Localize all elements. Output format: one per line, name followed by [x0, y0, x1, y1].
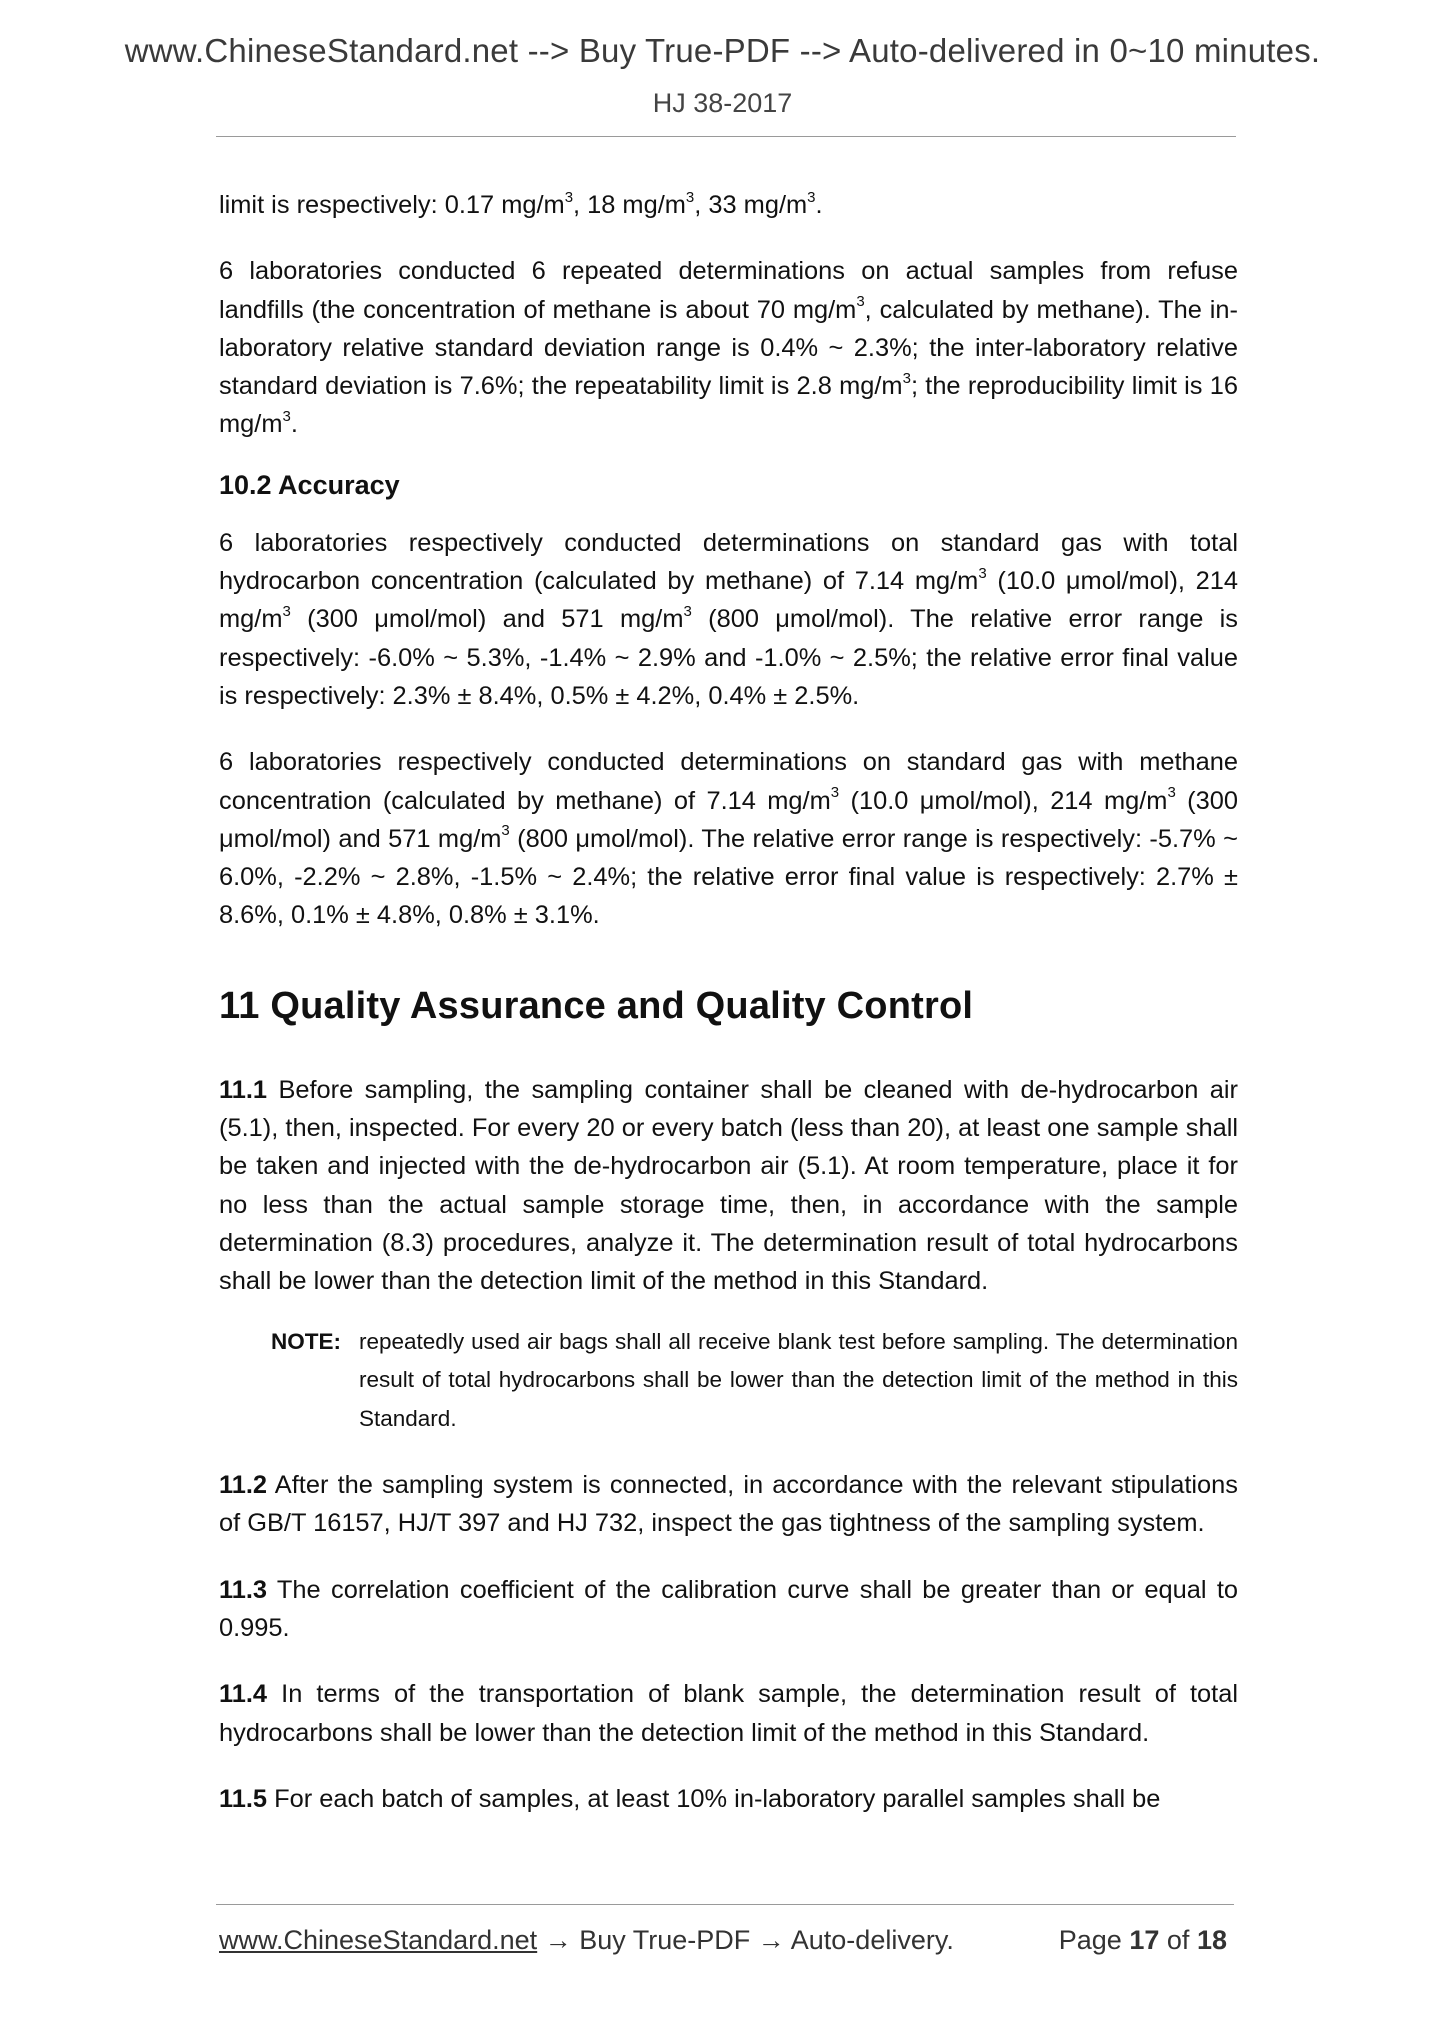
clause-number: 11.2: [219, 1471, 268, 1500]
accuracy-total-hydrocarbon-paragraph: [219, 524, 1238, 715]
superscript: 3: [683, 602, 692, 620]
superscript: 3: [282, 602, 291, 620]
text-run: 6 laboratories respectively conducted determinations on standard gas with methane concentration (calculated by methane) of 7.14 mg/m: [219, 748, 1238, 815]
page-label: Page: [1058, 1925, 1122, 1955]
superscript: 3: [282, 408, 291, 426]
page-indicator: [1059, 1925, 1227, 1956]
footer-site-link[interactable]: www.ChineseStandard.net: [219, 1925, 538, 1955]
clause-number: 11.1: [219, 1075, 268, 1104]
clause-text: After the sampling system is connected, in accordance with the relevant stipulations of GB/T 16157, HJ/T 397 and HJ 732, inspect the gas tightness of the sampling system.: [219, 1471, 1238, 1538]
arrow-right-icon: →: [750, 1925, 791, 1955]
document-body: [219, 186, 1238, 1818]
total-pages: 18: [1196, 1925, 1227, 1955]
text-run: (300 μmol/mol) and 571 mg/m: [219, 786, 1238, 853]
note-block: [271, 1323, 1238, 1439]
clause-text: The correlation coefficient of the calibration curve shall be greater than or equal to 0.995.: [219, 1575, 1238, 1642]
text-run: .: [290, 410, 298, 439]
header-divider: [216, 136, 1236, 137]
superscript: 3: [1167, 784, 1176, 802]
footer-promo: [219, 1925, 954, 1956]
footer-divider: [216, 1904, 1234, 1905]
text-run: (300 μmol/mol) and 571 mg/m: [290, 605, 684, 634]
footer-buy-text: Buy True-PDF: [579, 1925, 751, 1955]
clause-11-3: [219, 1571, 1238, 1648]
section-heading-accuracy: 10.2 Accuracy: [219, 469, 400, 500]
text-run: (10.0 μmol/mol), 214 mg/m: [219, 567, 1238, 634]
text-run: , 18 mg/m: [573, 191, 686, 219]
landfill-precision-paragraph: [219, 252, 1238, 443]
note-label: NOTE:: [271, 1328, 341, 1354]
superscript: 3: [685, 188, 695, 206]
accuracy-methane-paragraph: [219, 743, 1238, 934]
current-page: 17: [1129, 1925, 1160, 1955]
superscript: 3: [564, 188, 574, 206]
superscript: 3: [978, 564, 987, 582]
precision-limit-paragraph: [219, 186, 1238, 224]
superscript: 3: [501, 822, 510, 840]
clause-11-1: [219, 1071, 1238, 1301]
text-run: (800 μmol/mol). The relative error range is respectively: -6.0% ~ 5.3%, -1.4% ~ 2.9% and -1.0% ~ 2.5%; the relative error final value is respectively: 2.3% ± 8.4%, 0.5% ± 4.2%, 0.4% ± 2.5%.: [219, 605, 1238, 710]
text-run: 6 laboratories conducted 6 repeated determinations on actual samples from refuse landfills (the concentration of methane is about 70 mg/m: [219, 257, 1238, 324]
clause-text: For each batch of samples, at least 10% in-laboratory parallel samples shall be: [267, 1784, 1161, 1813]
arrow-right-icon: →: [537, 1925, 580, 1955]
text-run: .: [815, 191, 823, 219]
site-banner: www.ChineseStandard.net --> Buy True-PDF --> Auto-delivered in 0~10 minutes.: [124, 32, 1321, 69]
text-run: , calculated by methane). The in-laboratory relative standard deviation range is 0.4% ~ 2.3%; the inter-laboratory relative standard deviation is 7.6%; the repeatability limit is 2.8 mg/m: [219, 295, 1238, 401]
text-run: limit is respectively: 0.17 mg/m: [219, 191, 565, 219]
superscript: 3: [856, 293, 865, 311]
superscript: 3: [902, 369, 911, 387]
text-run: , 33 mg/m: [694, 191, 808, 219]
text-run: (10.0 μmol/mol), 214 mg/m: [839, 786, 1168, 815]
clause-number: 11.4: [219, 1680, 268, 1709]
clause-11-2: [219, 1466, 1238, 1543]
footer-delivery-text: Auto-delivery.: [790, 1925, 954, 1955]
text-run: (800 μmol/mol). The relative error range is respectively: -5.7% ~ 6.0%, -2.2% ~ 2.8%, -1.5% ~ 2.4%; the relative error final value is respectively: 2.7% ± 8.6%, 0.1% ± 4.8%, 0.8% ± 3.1%.: [219, 824, 1238, 930]
clause-11-5: [219, 1780, 1238, 1818]
clause-number: 11.3: [219, 1575, 268, 1604]
of-label: of: [1166, 1925, 1190, 1955]
clause-11-4: [219, 1675, 1238, 1752]
clause-text: In terms of the transportation of blank sample, the determination result of total hydrocarbons shall be lower than the detection limit of the method in this Standard.: [219, 1680, 1238, 1747]
clause-number: 11.5: [219, 1784, 268, 1813]
document-code: HJ 38-2017: [652, 88, 793, 118]
clause-text: Before sampling, the sampling container shall be cleaned with de-hydrocarbon air (5.1), then, inspected. For every 20 or every batch (less than 20), at least one sample shall be taken and injected with the de-hydrocarbon air (5.1). At room temperature, place it for no less than the actual sample storage time, then, in accordance with the sample determination (8.3) procedures, analyze it. The determination result of total hydrocarbons shall be lower than the detection limit of the method in this Standard.: [219, 1075, 1238, 1296]
text-run: ; the reproducibility limit is 16 mg/m: [219, 372, 1238, 439]
superscript: 3: [830, 784, 840, 802]
note-text: repeatedly used air bags shall all receive blank test before sampling. The determination result of total hydrocarbons shall be lower than the detection limit of the method in this Standard.: [359, 1328, 1238, 1431]
section-heading-quality: 11 Quality Assurance and Quality Control: [219, 984, 974, 1027]
text-run: 6 laboratories respectively conducted determinations on standard gas with total hydrocarbon concentration (calculated by methane) of 7.14 mg/m: [219, 528, 1238, 596]
superscript: 3: [807, 188, 816, 206]
